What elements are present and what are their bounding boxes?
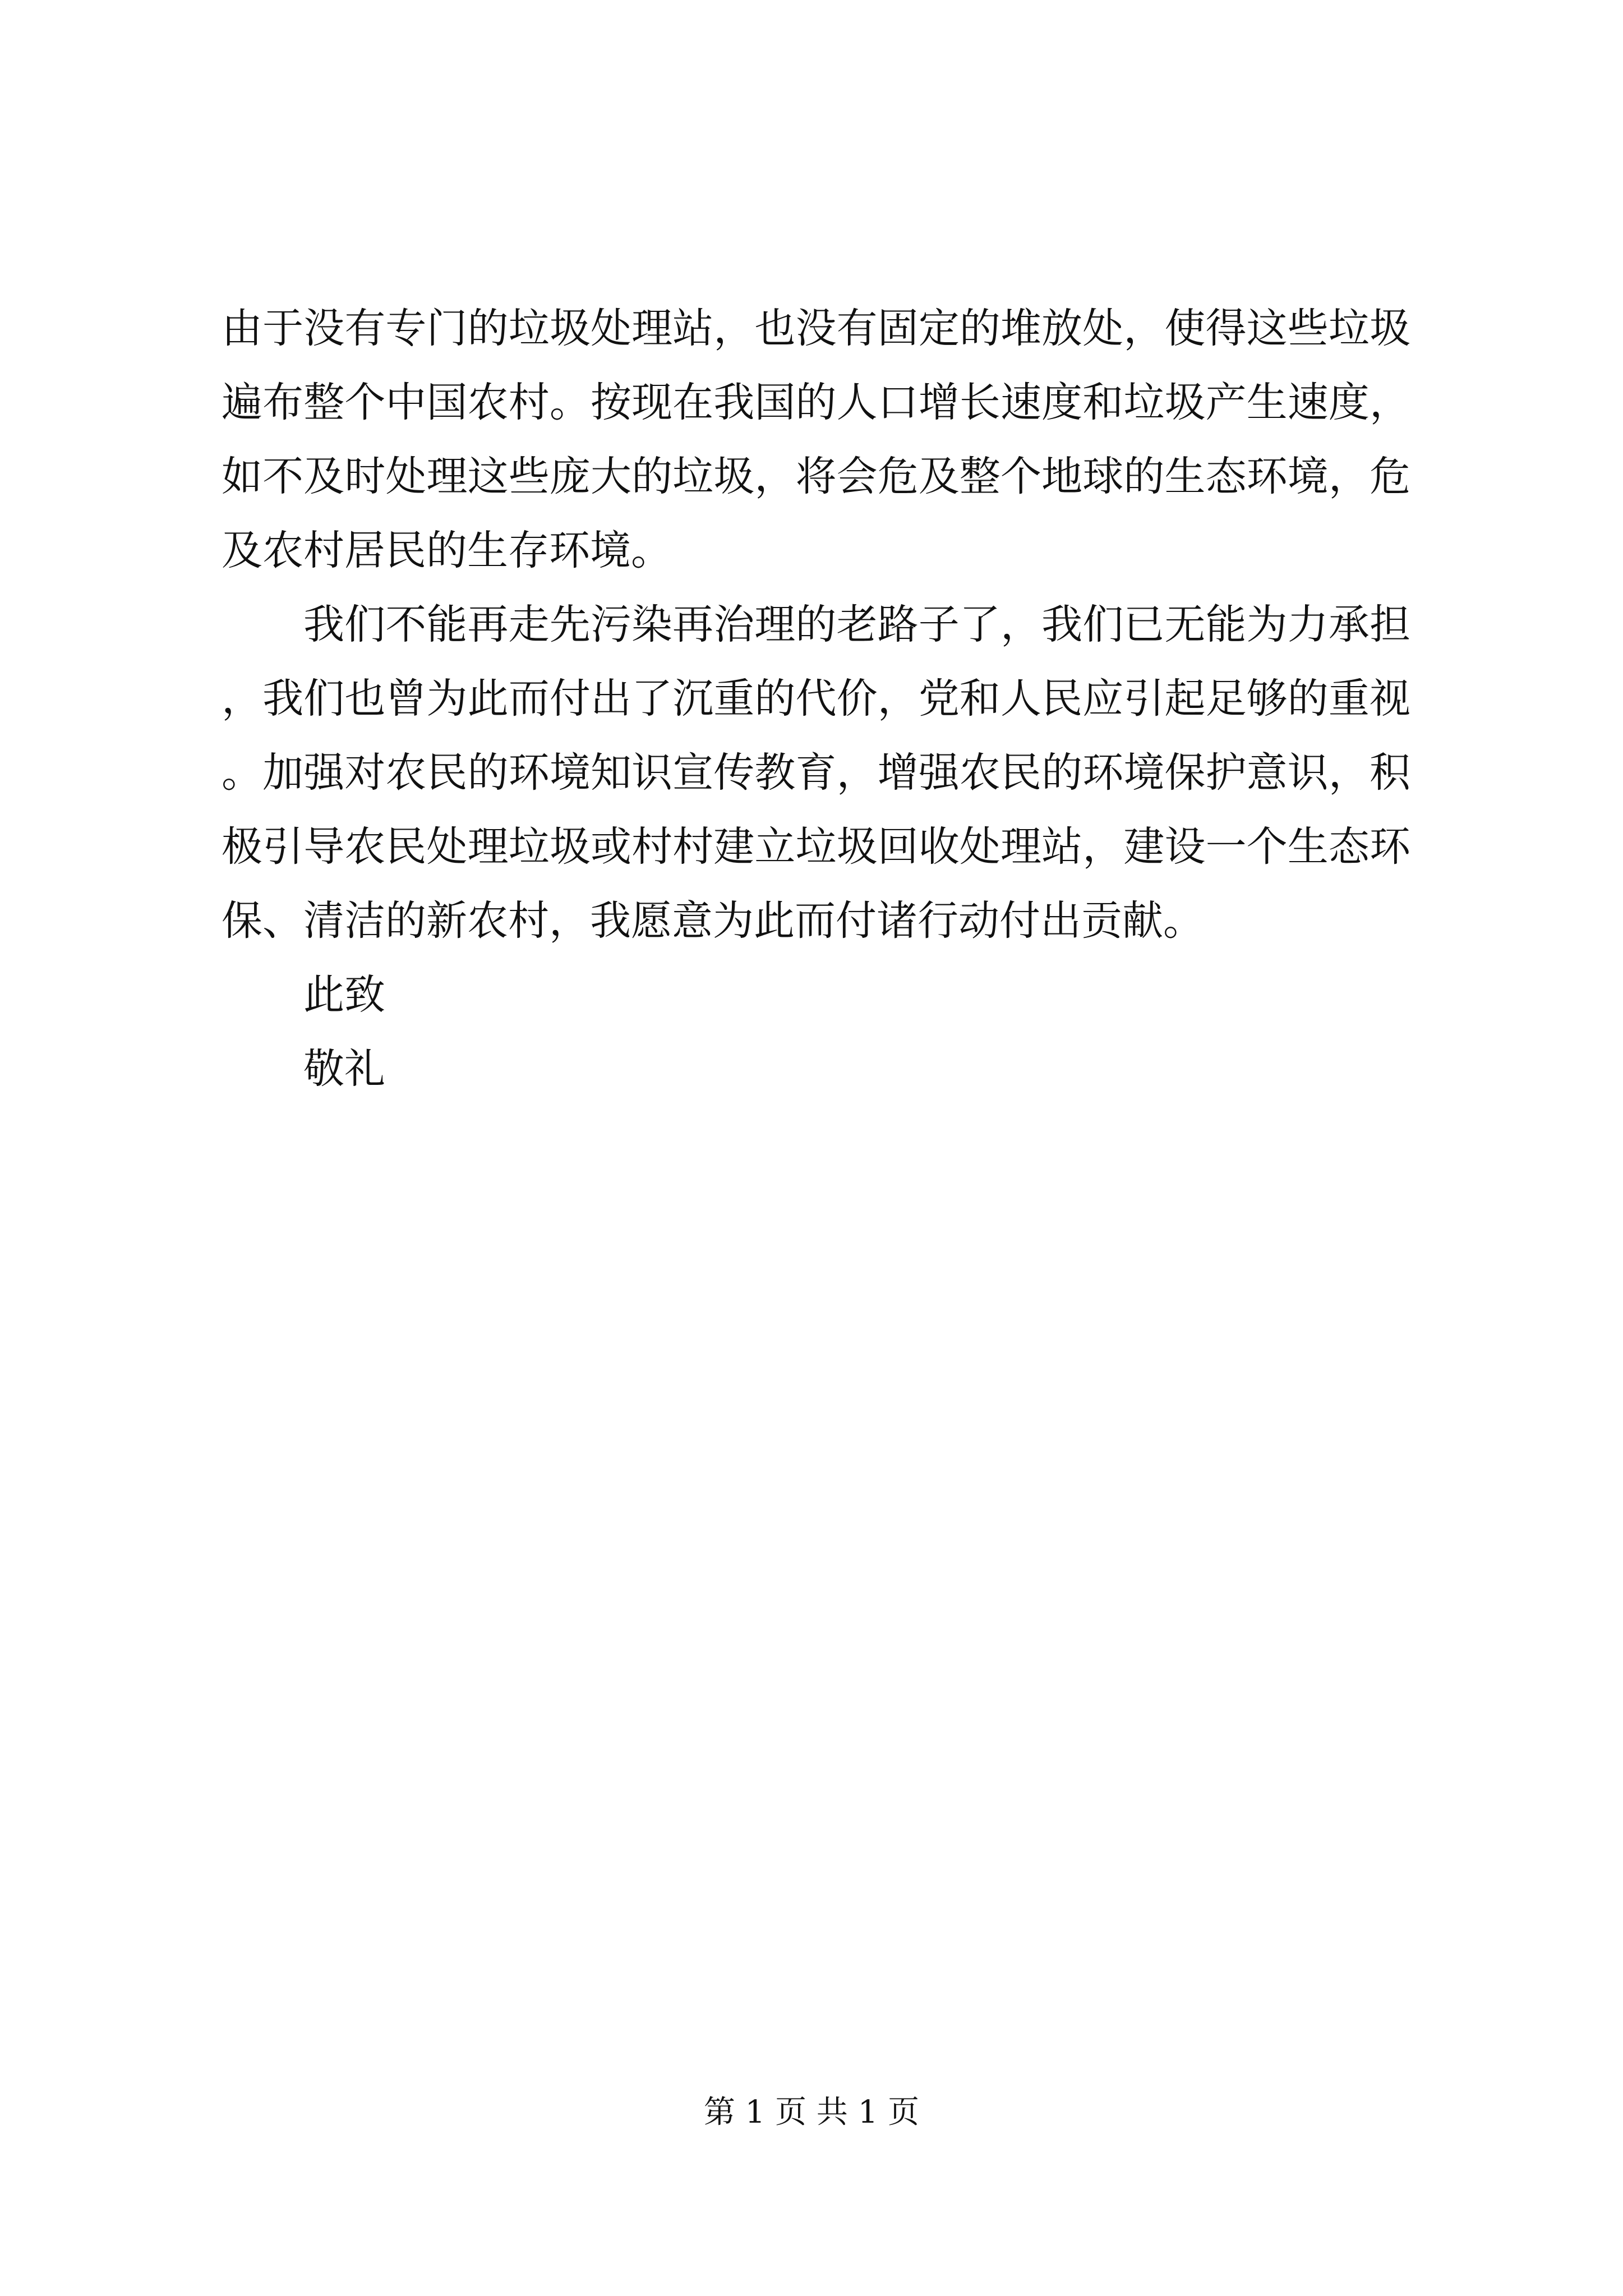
- closing-salutation: 此致: [303, 971, 385, 1019]
- closing-regards: 敬礼: [303, 1045, 385, 1093]
- paragraph-1: 由于没有专门的垃圾处理站，也没有固定的堆放处，使得这些垃圾遍布整个中国农村。按现在我国的人口增长速度和垃圾产生速度，如不及时处理这些庞大的垃圾，将会危及整个地球的生态环境，危及农村居民的生存环境。: [222, 305, 1410, 574]
- document-body: [222, 292, 1410, 1106]
- paragraph-2: 我们不能再走先污染再治理的老路子了，我们已无能为力承担，我们也曾为此而付出了沉重的代价，党和人民应引起足够的重视。加强对农民的环境知识宣传教育，增强农民的环境保护意识，积极引导农民处理垃圾或村村建立垃圾回收处理站，建设一个生态环保、清洁的新农村，我愿意为此而付诸行动付出贡献。: [222, 601, 1410, 945]
- page-footer: 第 1 页 共 1 页: [703, 2094, 920, 2131]
